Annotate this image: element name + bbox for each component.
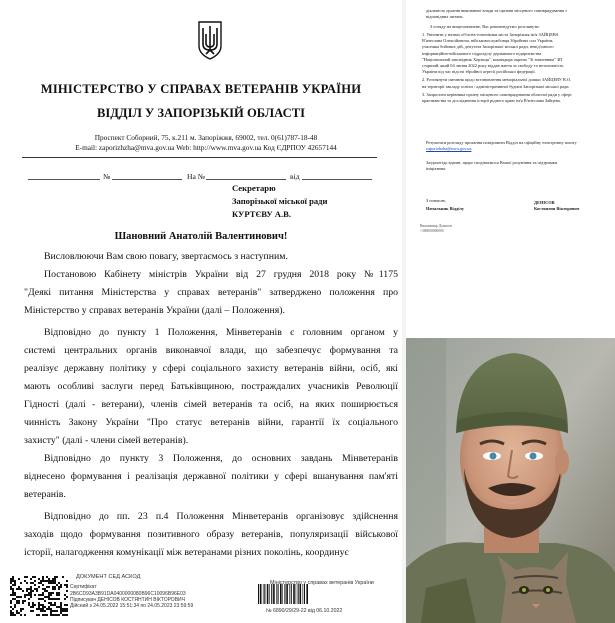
- executor-phone: +380000000000: [420, 229, 444, 233]
- reply-date-label: від: [290, 172, 300, 181]
- signer-surname: ДЕНІСОВ: [534, 200, 555, 205]
- paragraph-line: Відповідно до пункту 3 Положення, до основних завдань Мінветеранів: [44, 453, 398, 464]
- paragraph-line: Відповідно до пункту 1 Положення, Мінветеранів є головним органом у: [44, 327, 398, 338]
- paragraph-line: Гідності (далі - ветерани), членів сімей ветеранів та осіб, на яких поширюється: [24, 399, 398, 410]
- closing: [426, 160, 611, 172]
- reply-number-blank: [206, 179, 286, 180]
- paragraph-line: "Деякі питання Міністерства у справах ветеранів" затверджено положення про: [24, 287, 398, 298]
- cert-number: 2B6CD93A3B91DA0400000080B96C10096B96E03: [70, 590, 186, 597]
- signer-given-name: Костянтин Вікторович: [534, 206, 580, 212]
- registration-org: Міністерство у справах ветеранів України: [270, 580, 374, 586]
- body-paragraph: [24, 324, 398, 450]
- proposal-line: інформаційно-військового підрозділу державного підприємства: [422, 50, 542, 56]
- proposal-line: України під час відсічі збройної агресії російської федерації.: [422, 69, 536, 75]
- paragraph-line: Висловлюючи Вам свою повагу, звертаємось з наступним.: [44, 251, 288, 262]
- executor: [420, 224, 452, 234]
- body-paragraph: [24, 266, 398, 320]
- paragraph-line: історії, налагодження комунікації між ветеранами різних поколінь, координує: [24, 547, 349, 558]
- digital-signature-stamp: [70, 574, 250, 609]
- proposal-item: [422, 92, 612, 104]
- reply-date-blank: [302, 179, 372, 180]
- proposal-item: [422, 77, 612, 89]
- reg-number-blank: [112, 179, 182, 180]
- validity: Дійсний з 24.05.2022 15:51:34 по 24.05.2023 23:59:59: [70, 603, 194, 610]
- paragraph-line: мають особливі заслуги перед Батьківщиною, постраждалих учасників Революції: [24, 381, 398, 392]
- paragraph-line: захисту" (далі - члени сімей ветеранів).: [24, 435, 189, 446]
- signer-position: Начальник Відділу: [426, 206, 465, 211]
- executor-name: Виконавець Денисов: [420, 224, 452, 228]
- paragraph-line: чинність Закону України "Про статус ветеранів війни, гарантії їх соціального: [24, 417, 398, 428]
- stamp-title: ДОКУМЕНТ СЕД АСКОД: [76, 574, 141, 580]
- paragraph-line: Відповідно до пп. 23 п.4 Положення Мінветеранів організовує здійснення: [44, 511, 398, 522]
- trident-emblem-icon: [197, 20, 223, 60]
- address-line: Проспект Соборний, 75, к.211 м. Запоріжжя, 69002, тел. 0(61)787-18-48: [94, 133, 318, 142]
- page2-line: відповідних питань.: [426, 14, 464, 20]
- address-block: [20, 133, 392, 153]
- recipient-line: КУРТЄВУ А.В.: [232, 209, 292, 219]
- body-paragraph: [24, 508, 398, 562]
- body-paragraph: [24, 248, 398, 266]
- reply-to-label: На №: [187, 172, 205, 181]
- recipient-line: Секретарю: [232, 183, 276, 193]
- proposal-line: "Національний заповідник Хортиця", командира окремо "Зі значенням" ЗП: [422, 56, 563, 62]
- paragraph-line: віднесено формування і реалізація державної політики у сфері вшанування пам'яті: [24, 471, 398, 482]
- salutation: Шановний Анатолій Валентинович!: [114, 231, 288, 242]
- header-divider: [22, 157, 377, 158]
- signer: Підписувач ДЕНІСОВ КОСТЯНТИН ВІКТОРОВИЧ: [70, 596, 185, 603]
- qr-code-icon: [10, 576, 68, 616]
- recipient-block: [232, 182, 327, 221]
- proposal-line: 2. Розглянути питання щодо встановлення меморіальної дошки ЗАЙЦЕВУ В.О.: [422, 77, 572, 83]
- letter-page-2: [406, 0, 615, 334]
- paragraph-line: реалізує державну політику у сфері соціального захисту ветеранів війни, осіб, які: [24, 363, 398, 374]
- proposal-line: старший, який 04 липня 2022 року віддав життя за свободу та незалежність: [422, 63, 564, 69]
- portrait-image: [406, 338, 615, 623]
- page2-top: [426, 8, 611, 20]
- registration-number: № 6890/29/29-22 від 06.10.2022: [266, 608, 343, 614]
- proposal-item: [422, 32, 612, 75]
- proposal-line: 3. Запросити керівника органу місцевого самоврядування обласної ради у сфері: [422, 91, 572, 97]
- proposal-line: краєзнавства та дослідження історії рідного краю ім'я В'ячеслава Зайцева.: [422, 98, 561, 104]
- results-line: Результати розгляду прохання повідомити Відділ на офіційну електронну пошту: [426, 140, 577, 145]
- proposal-line: 1. Увічнити у назвах об'єктів топоніміки міста Запоріжжя ім'я ЗАЙЦЕВА: [422, 32, 559, 37]
- paragraph-line: системі центральних органів виконавчої влади, що забезпечує формування та: [24, 345, 398, 356]
- ministry-heading: МІНІСТЕРСТВО У СПРАВАХ ВЕТЕРАНІВ УКРАЇНИ: [40, 82, 362, 96]
- regards: З повагою,: [426, 198, 447, 203]
- closing-line: Заздалегідь вдячні, щиро сподіваємося Вашої розуміння та підтримки: [426, 160, 558, 165]
- results-request: [426, 140, 611, 152]
- closing-line: ініціативи.: [426, 166, 446, 172]
- proposal-line: учасника бойових дій, депутата Запорізької міської ради, невід'ємного: [422, 44, 554, 50]
- paragraph-line: заходів щодо формування позитивного образу ветеранів, популяризації військової: [24, 529, 398, 540]
- proposal-line: В'ячеслава Олексійовича, військовослужбовця Збройних сил України,: [422, 38, 554, 44]
- cert-label: Сертифікат: [70, 584, 97, 591]
- paragraph-line: ветеранів.: [24, 489, 66, 500]
- body-paragraph: [24, 450, 398, 504]
- paragraph-line: Міністерство у справах ветеранів України (далі – Положення).: [24, 305, 285, 316]
- department-heading: ВІДДІЛ У ЗАПОРІЗЬКІЙ ОБЛАСТІ: [96, 106, 306, 120]
- reg-date-blank: [28, 179, 100, 180]
- email-link[interactable]: zaporizhzha@mva.gov.ua: [426, 146, 472, 152]
- signer-name: [534, 200, 579, 212]
- reg-number-label: №: [103, 172, 111, 181]
- barcode-icon: [258, 584, 308, 610]
- proposals-list: [422, 32, 612, 106]
- paragraph-line: Постановою Кабінету міністрів України від 27 грудня 2018 року №1175: [44, 269, 398, 280]
- page2-intro: З огляду на вищезазначене, Вас рекомендуємо розглянути:: [430, 24, 540, 29]
- portrait-photo: [406, 338, 615, 623]
- proposal-line: на території закладу освіти / адміністративної будівлі Запорізької міської ради.: [422, 83, 570, 89]
- contact-line: E-mail: zaporizhzha@mva.gov.ua Web: http://www.mva.gov.ua Код ЄДРПОУ 42657144: [75, 143, 337, 152]
- page2-line: діяльність органів виконавчої влади та органів місцевого самоврядування з: [426, 8, 567, 13]
- recipient-line: Запорізької міської ради: [232, 196, 328, 206]
